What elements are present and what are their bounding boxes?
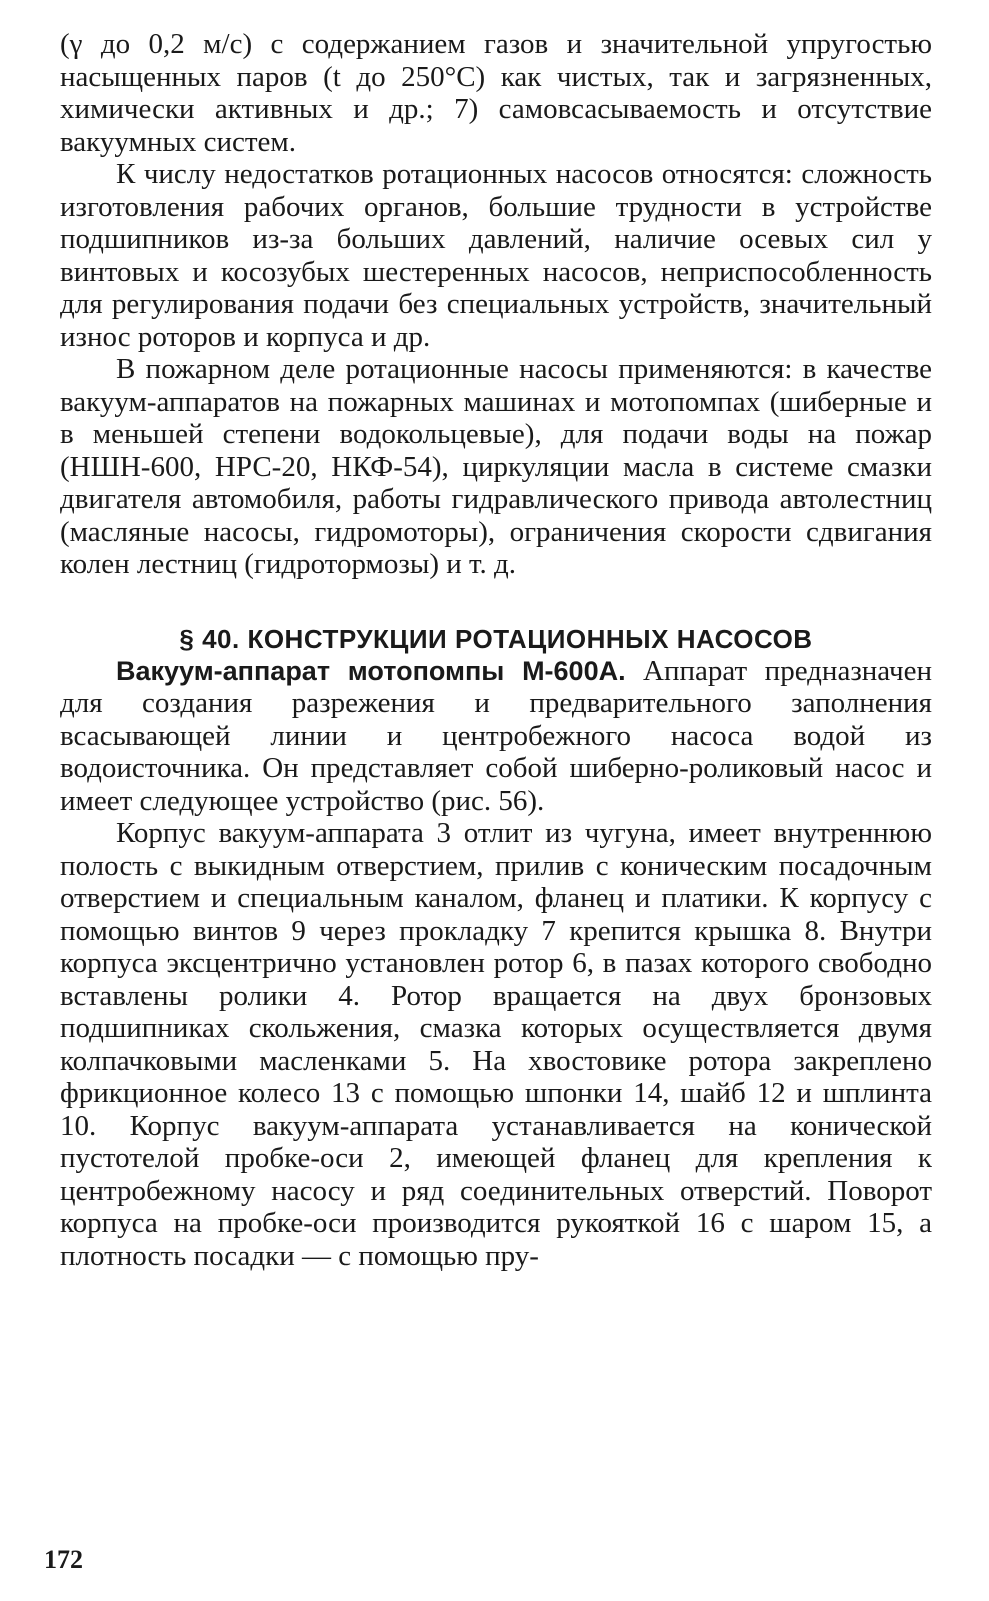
paragraph-continuation: (γ до 0,2 м/с) с содержанием газов и значительной упругостью насыщенных паров (t до 250°С) как чистых, так и загрязненных, химически активных и др.; 7) самовсасываемость и отсутствие вакуумных систем. (60, 28, 932, 158)
page-number: 172 (44, 1545, 83, 1574)
paragraph-lead (60, 655, 932, 818)
paragraph-fire-usage: В пожарном деле ротационные насосы применяются: в качестве вакуум-аппаратов на пожарных машинах и мотопомпах (шиберные и в меньшей степени водокольцевые), для подачи воды на пожар (НШН-600, НРС-20, НКФ-54), циркуляции масла в системе смазки двигателя автомобиля, работы гидравлического привода автолестниц (масляные насосы, гидромоторы), ограничения скорости сдвигания колен лестниц (гидротормозы) и т. д. (60, 353, 932, 580)
lead-text: Аппарат предназначен для создания разрежения и предварительного заполнения всасывающей линии и центробежного насоса водой из водоисточника. Он представляет собой шиберно-роликовый насос и имеет следующее устройство (рис. 56). (60, 654, 932, 817)
page-content (60, 28, 932, 1272)
paragraph-disadvantages: К числу недостатков ротационных насосов относятся: сложность изготовления рабочих органов, большие трудности в устройстве подшипников из-за больших давлений, наличие осевых сил у винтовых и косозубых шестеренных насосов, неприспособленность для регулирования подачи без специальных устройств, значительный износ роторов и корпуса и др. (60, 158, 932, 353)
lead-title: Вакуум-аппарат мотопомпы М-600А. (116, 655, 626, 686)
paragraph-body: Корпус вакуум-аппарата 3 отлит из чугуна, имеет внутреннюю полость с выкидным отверстием, прилив с коническим посадочным отверстием и специальным каналом, фланец и платики. К корпусу с помощью винтов 9 через прокладку 7 крепится крышка 8. Внутри корпуса эксцентрично установлен ротор 6, в пазах которого свободно вставлены ролики 4. Ротор вращается на двух бронзовых подшипниках скольжения, смазка которых осуществляется двумя колпачковыми масленками 5. На хвостовике ротора закреплено фрикционное колесо 13 с помощью шпонки 14, шайб 12 и шплинта 10. Корпус вакуум-аппарата устанавливается на конической пустотелой пробке-оси 2, имеющей фланец для крепления к центробежному насосу и ряд соединительных отверстий. Поворот корпуса на пробке-оси производится рукояткой 16 с шаром 15, а плотность посадки — с помощью пру- (60, 817, 932, 1272)
section-heading: § 40. КОНСТРУКЦИИ РОТАЦИОННЫХ НАСОСОВ (179, 623, 813, 654)
